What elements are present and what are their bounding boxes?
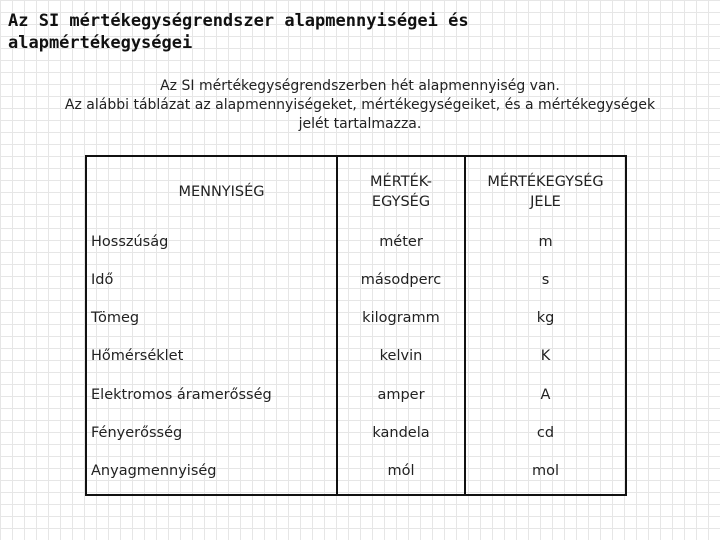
quantity-cell: Tömeg bbox=[91, 310, 140, 327]
header-symbol: MÉRTÉKEGYSÉG JELE bbox=[487, 174, 604, 210]
symbol-cell: kg bbox=[536, 310, 555, 327]
symbol-cell: K bbox=[540, 348, 551, 365]
unit-cell: kelvin bbox=[337, 341, 465, 379]
symbol-cell: A bbox=[540, 386, 551, 403]
unit-cell: méter bbox=[337, 227, 465, 265]
table-row bbox=[87, 418, 625, 456]
quantity-cell: Idő bbox=[91, 272, 114, 289]
si-units-table bbox=[85, 155, 627, 496]
table-row bbox=[87, 303, 625, 341]
quantity-cell: Anyagmennyiség bbox=[91, 462, 217, 479]
unit-cell: amper bbox=[337, 380, 465, 418]
table-row bbox=[87, 341, 625, 379]
intro-line: Az alábbi táblázat az alapmennyiségeket, mértékegységeiket, és a mértékegységek bbox=[64, 97, 656, 113]
header-unit: MÉRTÉK- EGYSÉG bbox=[337, 157, 465, 227]
symbol-cell: s bbox=[541, 272, 550, 289]
unit-cell: másodperc bbox=[337, 265, 465, 303]
unit-cell: kandela bbox=[337, 418, 465, 456]
symbol-cell: mol bbox=[531, 462, 560, 479]
table-row bbox=[87, 265, 625, 303]
slide-title: Az SI mértékegységrendszer alapmennyiségei és alapmértékegységei bbox=[8, 11, 469, 53]
quantity-cell: Hosszúság bbox=[91, 234, 169, 250]
unit-cell: mól bbox=[337, 456, 465, 494]
quantity-cell: Elektromos áramerősség bbox=[91, 386, 272, 403]
intro-line: Az SI mértékegységrendszerben hét alapmennyiség van. bbox=[160, 78, 560, 94]
intro-text bbox=[10, 77, 710, 134]
header-quantity: MENNYISÉG bbox=[87, 157, 337, 227]
symbol-cell: m bbox=[538, 234, 553, 250]
table-row bbox=[87, 380, 625, 418]
intro-line: jelét tartalmazza. bbox=[298, 116, 422, 132]
table-row bbox=[87, 227, 625, 265]
symbol-cell: cd bbox=[536, 424, 555, 441]
quantity-cell: Hőmérséklet bbox=[91, 348, 184, 365]
quantity-cell: Fényerősség bbox=[91, 424, 183, 441]
table-header-row bbox=[87, 157, 625, 227]
unit-cell: kilogramm bbox=[337, 303, 465, 341]
table-row bbox=[87, 456, 625, 494]
